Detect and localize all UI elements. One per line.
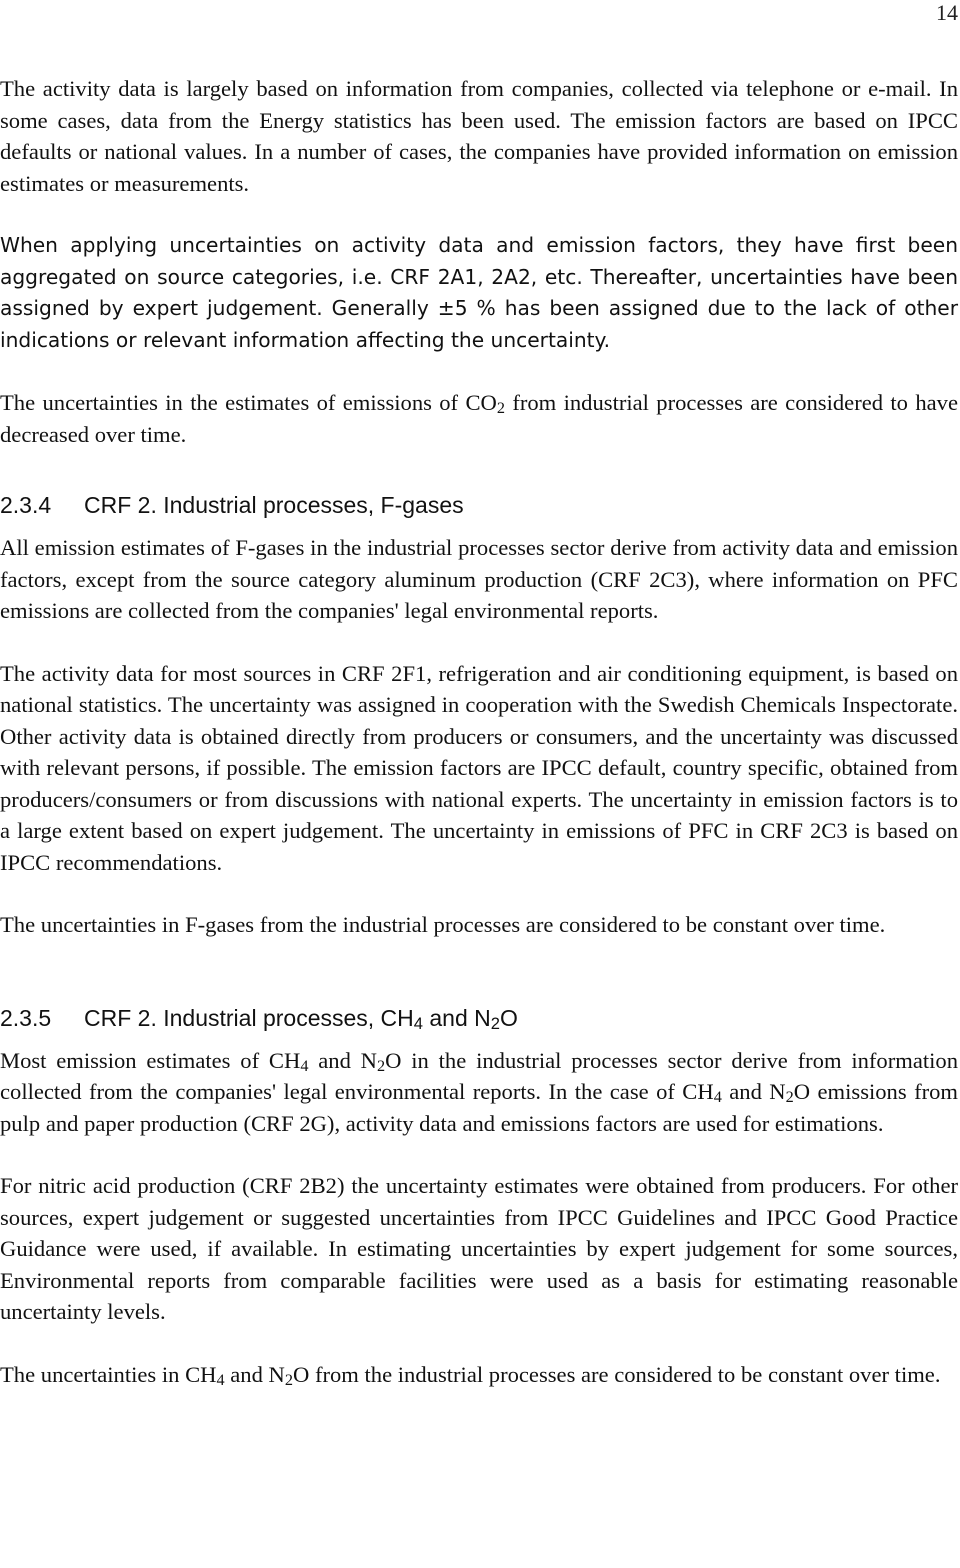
paragraph-ch4-n2o-constant: The uncertainties in CH4 and N2O from the industrial processes are considered to be constant over time. [0, 1361, 941, 1389]
paragraph-f-gases-estimates: All emission estimates of F-gases in the industrial processes sector derive from activity data and emission factors, except from the source category aluminum production (CRF 2C3), where information on PFC emissions are collected from the companies' legal environmental reports. [0, 535, 958, 623]
section-number: 2.3.4 [0, 492, 52, 518]
paragraph-f-gases-constant: The uncertainties in F-gases from the industrial processes are considered to be constant over time. [0, 912, 886, 937]
section-heading-2-3-4 [0, 490, 958, 520]
section-title: CRF 2. Industrial processes, F-gases [84, 492, 464, 518]
paragraph-ch4-n2o-estimates: Most emission estimates of CH4 and N2O in the industrial processes sector derive from information collected from the companies' legal environmental reports. In the case of CH4 and N2O emissions from pulp and paper production (CRF 2G), activity data and emissions factors are used for estimations. [0, 1047, 959, 1136]
paragraph-applying-uncertainties: When applying uncertainties on activity data and emission factors, they have first been aggregated on source categories, i.e. CRF 2A1, 2A2, etc. Thereafter, uncertainties have been assigned by expert judgement. Generally ±5 % has been assigned due to the lack of other indications or relevant information affecting the uncertainty. [0, 233, 958, 352]
section-number: 2.3.5 [0, 1004, 52, 1031]
paragraph-co2-uncertainties: The uncertainties in the estimates of emissions of CO2 from industrial processes are considered to have decreased over time. [0, 390, 958, 447]
paragraph-activity-data: The activity data is largely based on information from companies, collected via telephone or e-mail. In some cases, data from the Energy statistics has been used. The emission factors are based on IPCC defaults or national values. In a number of cases, the companies have provided information on emission estimates or measurements. [0, 76, 958, 196]
paragraph-f-gases-activity-data: The activity data for most sources in CRF 2F1, refrigeration and air conditioning equipment, is based on national statistics. The uncertainty was assigned in cooperation with the Swedish Chemicals Inspectorate. Other activity data is obtained directly from producers or consumers, and the uncertainty was discussed with relevant persons, if possible. The emission factors are IPCC default, country specific, obtained from producers/consumers or from discussions with national experts. The uncertainty in emission factors is to a large extent based on expert judgement. The uncertainty in emissions of PFC in CRF 2C3 is based on IPCC recommendations. [0, 660, 958, 875]
page-number: 14 [936, 0, 958, 25]
page-content [0, 73, 958, 1390]
section-heading-2-3-5: 2.3.5 CRF 2. Industrial processes, CH4 and N2O [0, 1004, 518, 1033]
paragraph-nitric-acid: For nitric acid production (CRF 2B2) the uncertainty estimates were obtained from producers. For other sources, expert judgement or suggested uncertainties from IPCC Guidelines and IPCC Good Practice Guidance were used, if available. In estimating uncertainties by expert judgement for some sources, Environmental reports from comparable facilities were used as a basis for estimating reasonable uncertainty levels. [0, 1173, 958, 1324]
